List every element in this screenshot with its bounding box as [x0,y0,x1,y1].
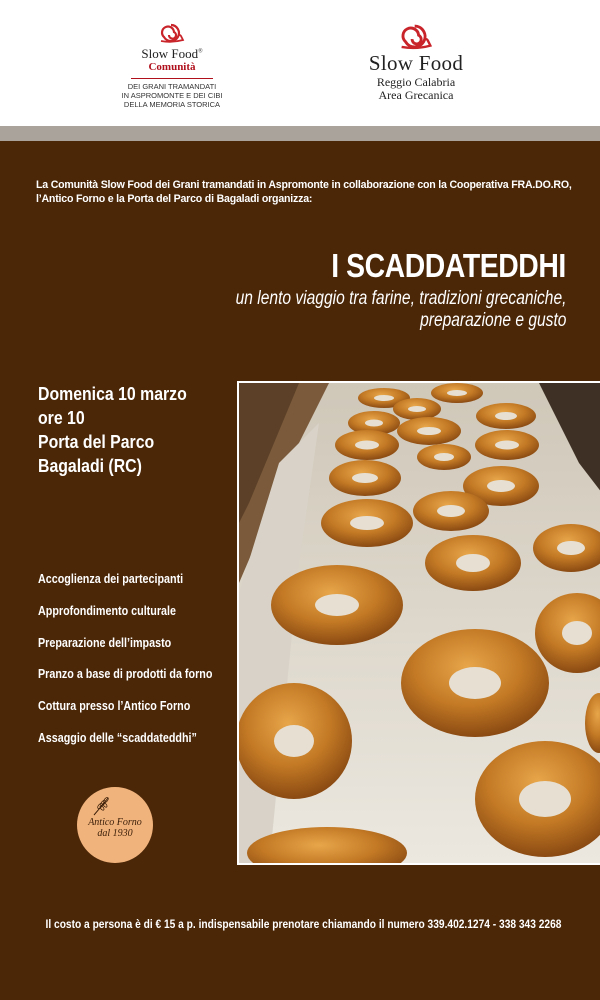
intro-text: La Comunità Slow Food dei Grani tramandati in Aspromonte in collaborazione con la Cooperativa FRA.DO.RO, l’Antico Forno e la Porta del Parco di Bagaladi organizza: [36,179,572,205]
logo-left-subtitle: Comunità [148,61,196,73]
event-date-location: Domenica 10 marzo ore 10 Porta del Parco Bagaladi (RC) [38,384,187,476]
badge-text: Antico Forno dal 1930 [88,817,142,839]
program-item: Approfondimento culturale [38,603,176,618]
program-item: Accoglienza dei partecipanti [38,572,184,586]
snail-icon [399,22,433,51]
program-item: Cottura presso l’Antico Forno [38,699,191,714]
event-subtitle: un lento viaggio tra farine, tradizioni grecaniche, preparazione e gusto [235,288,566,331]
bread-photo-illustration [239,383,600,865]
scaddateddhi-photo [237,381,600,865]
logo-left-description: DEI GRANI TRAMANDATI IN ASPROMONTE E DEI CIBI DELLA MEMORIA STORICA [121,82,223,109]
slow-food-comunita-logo [100,22,244,109]
logo-left-title: Slow Food® [141,46,203,61]
program-list [38,572,241,763]
logo-divider [131,78,213,79]
divider-stripe [0,126,600,141]
slow-food-reggio-logo [340,22,492,102]
wheat-icon [91,795,113,817]
event-title: I SCADDATEDDHI [331,247,566,284]
snail-icon [159,22,185,44]
program-item: Preparazione dell’impasto [38,635,172,650]
header [0,0,600,126]
program-item: Assaggio delle “scaddateddhi” [38,730,197,745]
program-item: Pranzo a base di prodotti da forno [38,667,213,682]
logo-right-subtitle: Reggio Calabria Area Grecanica [376,75,456,102]
logo-right-title: Slow Food [368,51,464,75]
footer-pricing: Il costo a persona è di € 15 a p. indispensabile prenotare chiamando il numero 339.402.1274 - 338 343 2268 [45,917,562,931]
antico-forno-badge [77,787,153,863]
